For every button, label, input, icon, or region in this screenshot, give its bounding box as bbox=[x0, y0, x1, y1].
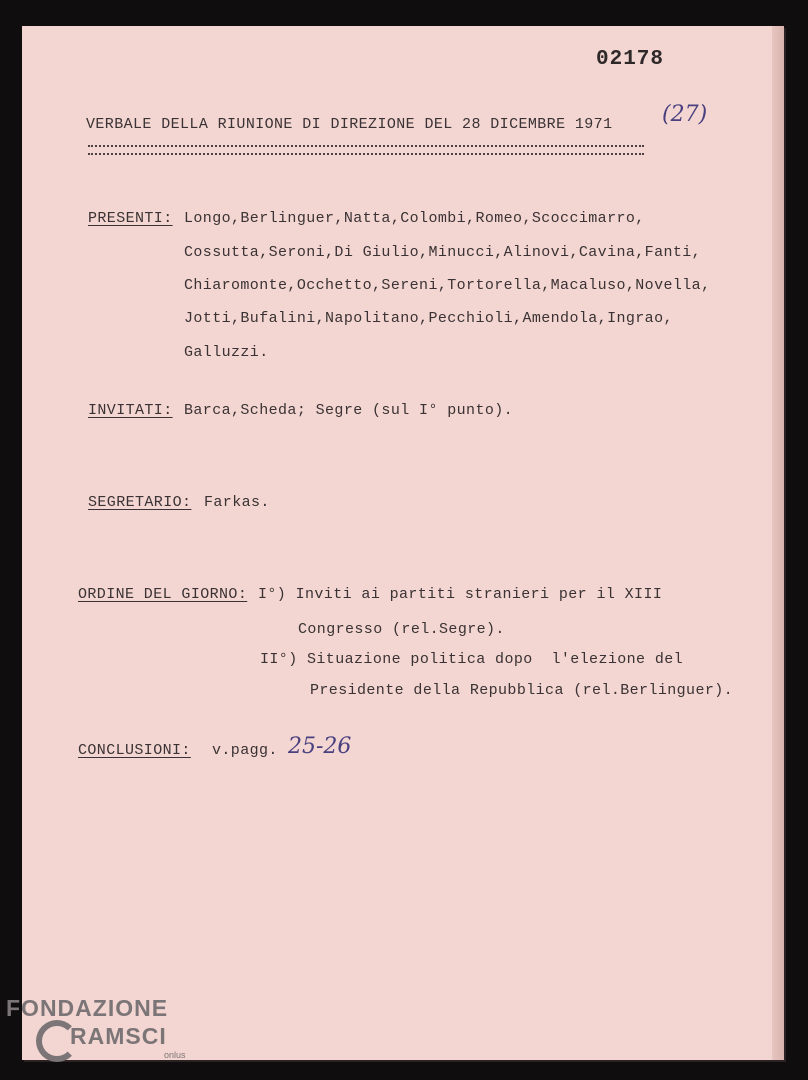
presenti-label: PRESENTI: bbox=[88, 210, 173, 227]
odg-line: Congresso (rel.Segre). bbox=[298, 621, 505, 638]
segretario-label: SEGRETARIO: bbox=[88, 494, 192, 511]
odg-line: Presidente della Repubblica (rel.Berlinguer). bbox=[310, 682, 734, 699]
presenti-line: Galluzzi. bbox=[184, 344, 269, 361]
watermark-line1: FONDAZIONE bbox=[6, 995, 169, 1021]
document-number: 02178 bbox=[596, 48, 665, 71]
presenti-line: Longo,Berlinguer,Natta,Colombi,Romeo,Scoccimarro, bbox=[184, 210, 645, 227]
handwritten-pages: 25-26 bbox=[288, 734, 352, 759]
watermark-line2: RAMSCI bbox=[70, 1023, 167, 1049]
document-page bbox=[22, 26, 784, 1060]
invitati-text: Barca,Scheda; Segre (sul I° punto). bbox=[184, 402, 514, 419]
watermark-line3: onlus bbox=[164, 1050, 186, 1060]
document-title: VERBALE DELLA RIUNIONE DI DIREZIONE DEL 28 DICEMBRE 1971 bbox=[86, 116, 613, 133]
fondazione-gramsci-watermark bbox=[6, 995, 206, 1075]
conclusioni-text: v.pagg. bbox=[212, 742, 278, 759]
handwritten-reference: (27) bbox=[662, 102, 708, 127]
invitati-label: INVITATI: bbox=[88, 402, 173, 419]
odg-line: I°) Inviti ai partiti stranieri per il XIII bbox=[258, 586, 663, 603]
odg-label: ORDINE DEL GIORNO: bbox=[78, 586, 248, 603]
title-separator bbox=[88, 145, 644, 155]
presenti-line: Chiaromonte,Occhetto,Sereni,Tortorella,Macaluso,Novella, bbox=[184, 277, 711, 294]
presenti-line: Jotti,Bufalini,Napolitano,Pecchioli,Amendola,Ingrao, bbox=[184, 310, 673, 327]
segretario-text: Farkas. bbox=[204, 494, 270, 511]
conclusioni-label: CONCLUSIONI: bbox=[78, 742, 191, 759]
presenti-line: Cossutta,Seroni,Di Giulio,Minucci,Alinovi,Cavina,Fanti, bbox=[184, 244, 702, 261]
odg-line: II°) Situazione politica dopo l'elezione del bbox=[260, 651, 684, 668]
page-edge bbox=[772, 26, 784, 1060]
